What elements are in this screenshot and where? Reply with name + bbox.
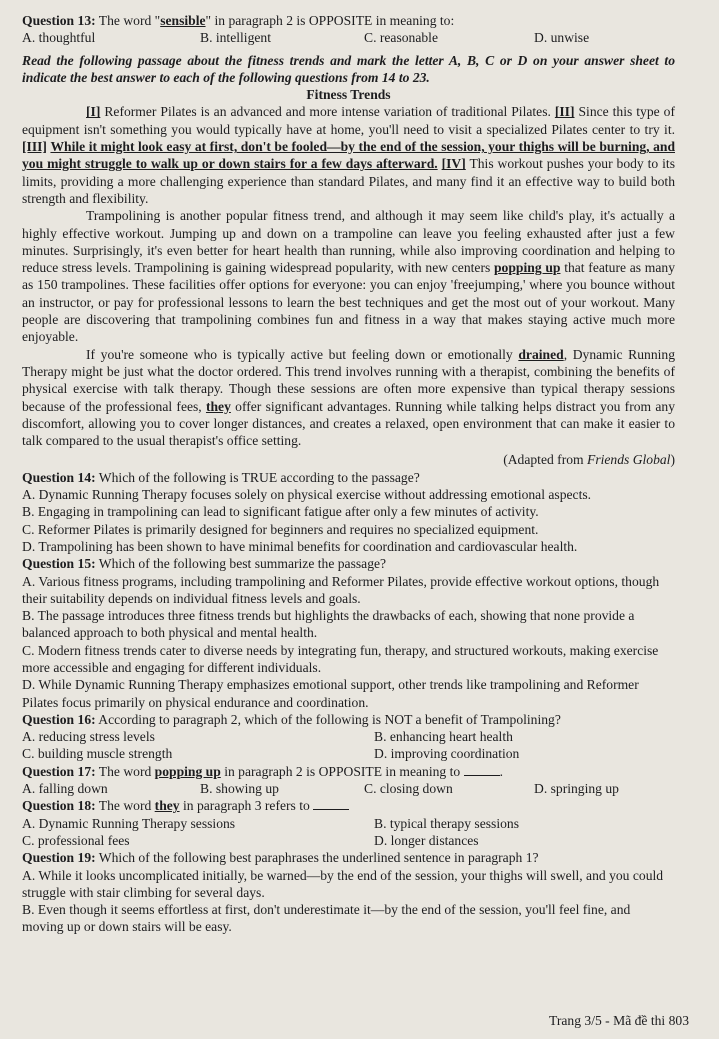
option-a[interactable]: A. reducing stress levels: [22, 729, 155, 745]
option-b[interactable]: B. Even though it seems effortless at first, don't underestimate it—by the end of the session, you'll feel fine, and moving up or down stairs will be easy.: [22, 902, 631, 935]
marker-2: [II]: [554, 104, 575, 120]
source-title: Friends Global: [587, 452, 671, 468]
answer-options: [22, 815, 675, 850]
underlined-word-drained: drained: [518, 346, 564, 362]
reading-instruction: Read the following passage about the fitness trends and mark the letter A, B, C or D on your answer sheet to indicate the best answer to each of the following questions from 14 to 23.: [22, 52, 675, 85]
option-c[interactable]: C. Modern fitness trends cater to diverse needs by integrating fun, therapy, and structured workouts, making exercise more accessible and engaging for different individuals.: [22, 642, 659, 675]
question-17: [22, 763, 675, 798]
question-15: [22, 555, 675, 711]
question-text: Which of the following best summarize the passage?: [95, 556, 387, 572]
option-a[interactable]: A. falling down: [22, 781, 108, 797]
option-d[interactable]: D. Trampolining has been shown to have minimal benefits for coordination and cardiovascular health.: [22, 538, 578, 554]
option-b[interactable]: B. intelligent: [200, 30, 271, 46]
page-footer: Trang 3/5 - Mã đề thi 803: [549, 1012, 689, 1028]
option-a[interactable]: A. Dynamic Running Therapy focuses solely on physical exercise without addressing emotional aspects.: [22, 487, 592, 503]
question-text: Which of the following best paraphrases the underlined sentence in paragraph 1?: [95, 850, 539, 866]
option-a[interactable]: A. While it looks uncomplicated initially, be warned—by the end of the session, your thighs will swell, and you could struggle with stair climbing for several days.: [22, 867, 664, 900]
marker-1: [I]: [86, 104, 101, 120]
option-d[interactable]: D. improving coordination: [374, 746, 520, 762]
option-c[interactable]: C. Reformer Pilates is primarily designed for beginners and requires no specialized equipment.: [22, 521, 539, 537]
option-c[interactable]: C. professional fees: [22, 832, 130, 848]
option-c[interactable]: C. reasonable: [364, 30, 438, 46]
target-word: they: [154, 798, 180, 814]
marker-3: [III]: [22, 139, 47, 155]
answer-options: [22, 29, 675, 46]
question-19: [22, 849, 675, 935]
question-text: The word "sensible" in paragraph 2 is OPPOSITE in meaning to:: [98, 13, 455, 28]
option-b[interactable]: B. showing up: [200, 781, 279, 797]
passage-paragraph-3: If you're someone who is typically active but feeling down or emotionally drained, Dynamic Running Therapy might be just what the doctor ordered. This trend involves running with a therapist, combining the benefits of physical exercise with talk therapy. Though these sessions are often more expensive than typical therapy sessions because of the professional fees, they offer significant advantages. Running while talking helps distract you from any discomfort, allowing you to cover longer distances, and creates a relaxed, open environment that can make it easier to talk compared to the usual therapist's office setting.: [22, 346, 675, 449]
option-c[interactable]: C. closing down: [364, 781, 453, 797]
question-number: Question 19:: [22, 850, 96, 866]
question-text: The word they in paragraph 3 refers to: [96, 798, 350, 813]
question-13: [22, 12, 675, 47]
option-d[interactable]: D. While Dynamic Running Therapy emphasizes emotional support, other trends like trampolining and Reformer Pilates focus primarily on physical endurance and coordination.: [22, 677, 639, 710]
passage-paragraph-2: Trampolining is another popular fitness trend, and although it may seem like child's play, it's actually a highly effective workout. Jumping up and down on a trampoline can leave you feeling exhausted after just a few minutes. Surprisingly, it's even better for heart health than running, while also improving coordination and helping to reduce stress levels. Trampolining is gaining widespread popularity, with new centers popping up that feature as many as 150 trampolines. These facilities offer options for everyone: you can enjoy 'freejumping,' where you bounce without an instructor, or pay for professional lessons to learn the best techniques and get the most out of your workout. Many people are discovering that trampolining combines fun and fitness in a way that makes staying active much more enjoyable.: [22, 208, 676, 345]
marker-4: [IV]: [441, 156, 466, 172]
question-16: [22, 711, 675, 763]
question-text: Which of the following is TRUE according to the passage?: [95, 469, 420, 485]
question-18: [22, 797, 675, 849]
option-b[interactable]: B. typical therapy sessions: [374, 815, 519, 831]
option-b[interactable]: B. Engaging in trampolining can lead to significant fatigue after only a few minutes of activity.: [22, 504, 539, 520]
passage-paragraph-1: [I] Reformer Pilates is an advanced and more intense variation of traditional Pilates. [II] Since this type of equipment isn't something you would typically have at home, you'll need to visit a specialized Pilates center to try it. [III] While it might look easy at first, don't be fooled—by the end of the session, your thighs will be burning, and you might struggle to walk up or down stairs for a few days afterward. [IV] This workout pushes your body to its limits, providing a more challenging experience than standard Pilates, and many find it an effective way to build both strength and flexibility.: [22, 104, 675, 206]
answer-options: [22, 780, 675, 797]
option-d[interactable]: D. springing up: [534, 781, 619, 797]
option-d[interactable]: D. longer distances: [374, 832, 479, 848]
question-number: Question 17:: [22, 763, 96, 779]
passage-source: (Adapted from Friends Global): [503, 452, 675, 468]
option-d[interactable]: D. unwise: [534, 30, 590, 46]
option-a[interactable]: A. Various fitness programs, including trampolining and Reformer Pilates, provide effective workout options, though their suitability depends on individual fitness levels and goals.: [22, 573, 660, 606]
option-a[interactable]: A. Dynamic Running Therapy sessions: [22, 815, 236, 831]
answer-blank: [464, 763, 500, 776]
underlined-word-they: they: [205, 398, 231, 414]
question-number: Question 15:: [22, 556, 96, 572]
answer-blank: [313, 797, 349, 810]
question-text: According to paragraph 2, which of the following is NOT a benefit of Trampolining?: [95, 711, 561, 727]
underlined-phrase: popping up: [494, 260, 561, 276]
option-b[interactable]: B. The passage introduces three fitness trends but highlights the drawbacks of each, showing that none provide a balanced approach to both physical and mental health.: [22, 608, 635, 641]
question-number: Question 14:: [22, 469, 96, 485]
option-c[interactable]: C. building muscle strength: [22, 746, 173, 762]
passage-title: Fitness Trends: [306, 87, 391, 103]
question-text: The word popping up in paragraph 2 is OPPOSITE in meaning to .: [95, 763, 503, 779]
question-14: [22, 469, 675, 555]
target-word: sensible: [160, 13, 206, 28]
underlined-sentence: While it might look easy at first, don't be fooled—by the end of the session, your thighs will be burning, and you might struggle to walk up or down stairs for a few days afterward.: [22, 139, 675, 172]
question-number: Question 16:: [22, 711, 96, 727]
question-number: Question 18:: [22, 798, 96, 814]
option-b[interactable]: B. enhancing heart health: [374, 729, 513, 745]
target-word: popping up: [154, 763, 221, 779]
answer-options: [22, 728, 675, 763]
question-number: Question 13:: [22, 13, 96, 28]
option-a[interactable]: A. thoughtful: [22, 30, 96, 46]
